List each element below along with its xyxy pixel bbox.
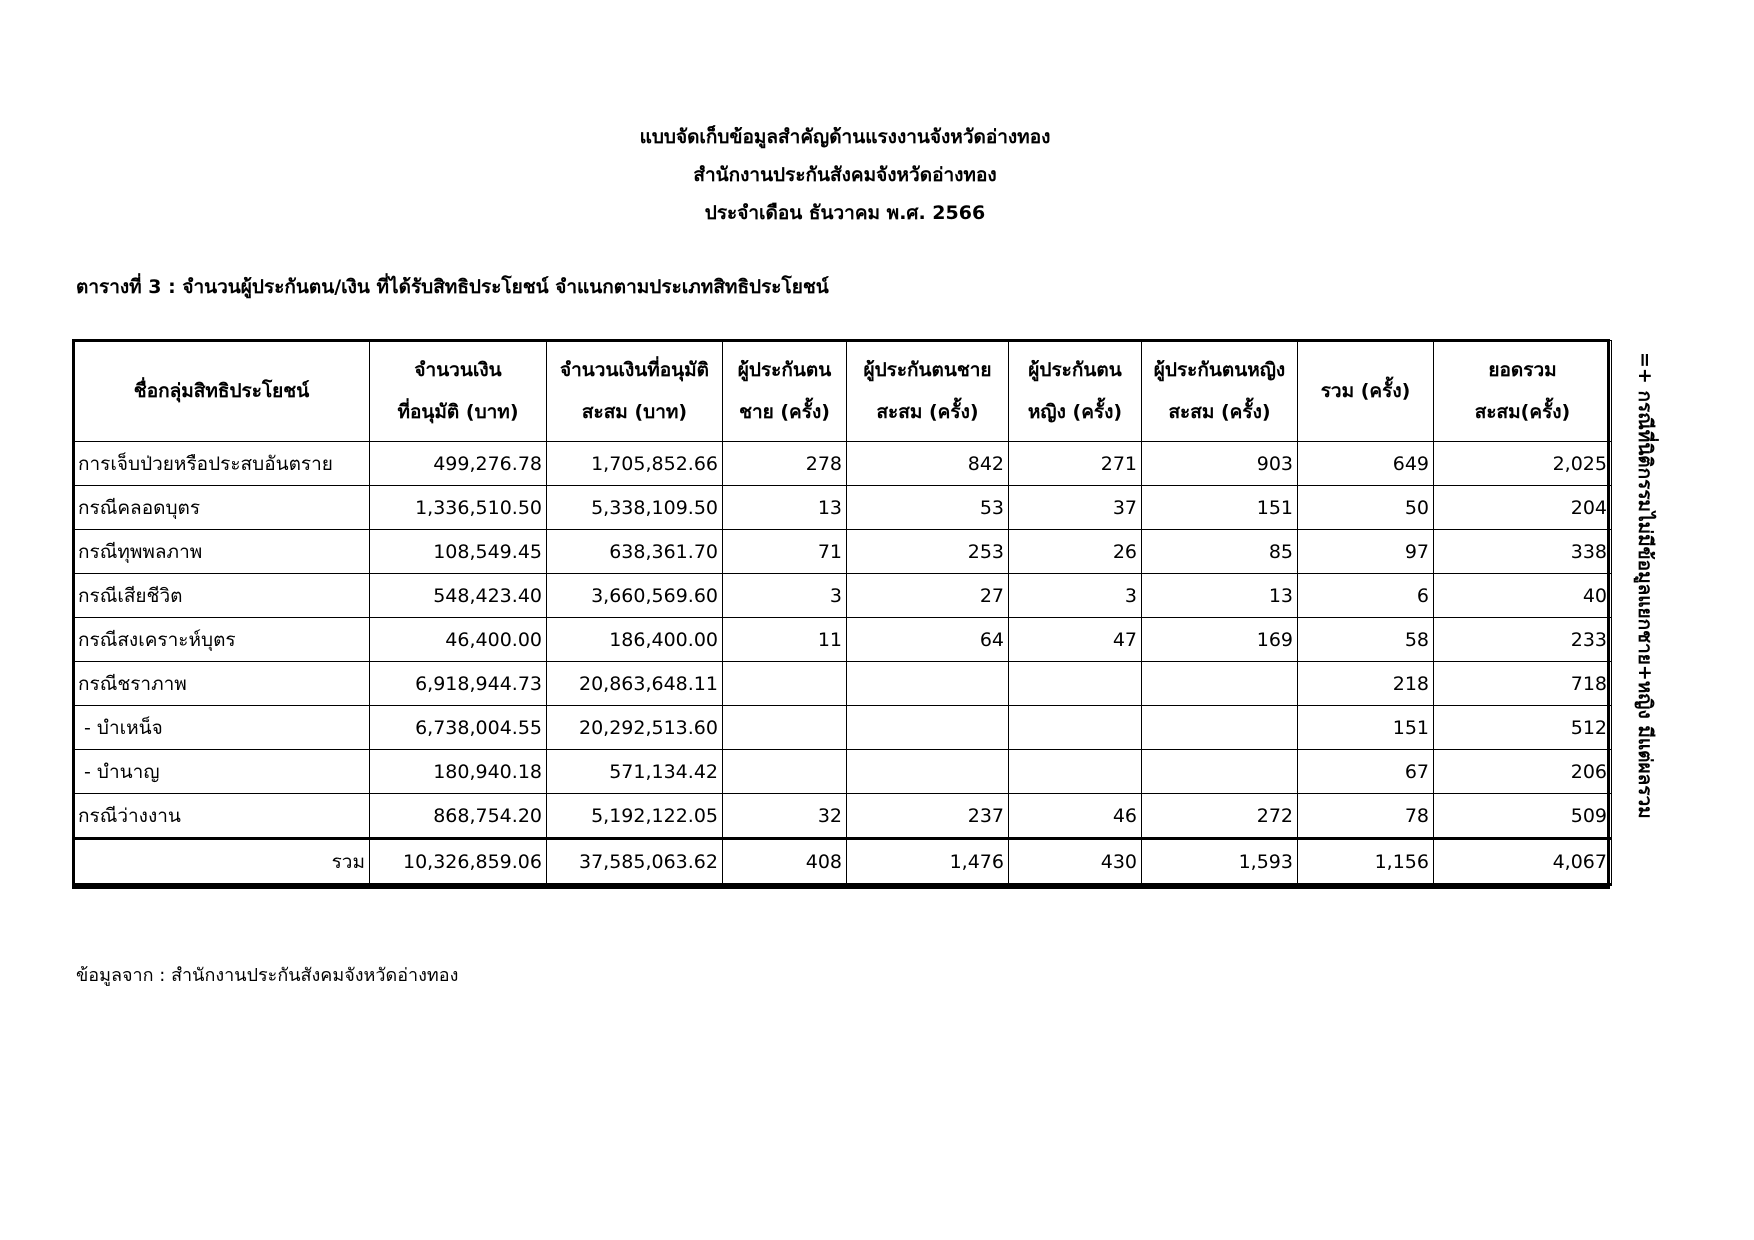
cell-amount: 180,940.18 bbox=[370, 750, 547, 794]
cell-female bbox=[1009, 662, 1142, 706]
side-note: =+ กรณีที่นิติกรรมไม่มีข้อมูลแยกชาย+หญิง มีแต่ผลรวม bbox=[1634, 352, 1656, 819]
cell-amount: 6,918,944.73 bbox=[370, 662, 547, 706]
report-period: ประจำเดือน ธันวาคม พ.ศ. 2566 bbox=[704, 202, 986, 224]
cell-amount-cumulative: 571,134.42 bbox=[547, 750, 723, 794]
row-label: กรณีว่างงาน bbox=[74, 794, 370, 839]
cell-total: 50 bbox=[1298, 486, 1434, 530]
cell-amount-cumulative: 1,705,852.66 bbox=[547, 442, 723, 486]
cell-male: 11 bbox=[723, 618, 847, 662]
cell-total: 67 bbox=[1298, 750, 1434, 794]
cell-grand-total: 204 bbox=[1434, 486, 1612, 530]
cell-female: 46 bbox=[1009, 794, 1142, 839]
col-total: รวม (ครั้ง) bbox=[1298, 341, 1434, 442]
cell-male-cumulative: 53 bbox=[847, 486, 1009, 530]
col-female: ผู้ประกันตน หญิง (ครั้ง) bbox=[1009, 341, 1142, 442]
total-female: 430 bbox=[1009, 839, 1142, 885]
cell-male-cumulative bbox=[847, 750, 1009, 794]
cell-male-cumulative: 253 bbox=[847, 530, 1009, 574]
cell-female-cumulative: 13 bbox=[1142, 574, 1298, 618]
report-title: แบบจัดเก็บข้อมูลสำคัญด้านแรงงานจังหวัดอ่างทอง bbox=[639, 126, 1051, 148]
cell-grand-total: 338 bbox=[1434, 530, 1612, 574]
cell-amount: 46,400.00 bbox=[370, 618, 547, 662]
col-grand-total: ยอดรวม สะสม(ครั้ง) bbox=[1434, 341, 1612, 442]
cell-male: 32 bbox=[723, 794, 847, 839]
cell-grand-total: 509 bbox=[1434, 794, 1612, 839]
table-row bbox=[74, 574, 1612, 618]
cell-amount: 108,549.45 bbox=[370, 530, 547, 574]
cell-male-cumulative: 64 bbox=[847, 618, 1009, 662]
col-amount-cumulative: จำนวนเงินที่อนุมัติ สะสม (บาท) bbox=[547, 341, 723, 442]
cell-total: 6 bbox=[1298, 574, 1434, 618]
row-label: - บำนาญ bbox=[74, 750, 370, 794]
row-label: กรณีสงเคราะห์บุตร bbox=[74, 618, 370, 662]
cell-amount-cumulative: 20,292,513.60 bbox=[547, 706, 723, 750]
cell-male-cumulative: 27 bbox=[847, 574, 1009, 618]
table-row bbox=[74, 794, 1612, 839]
cell-female bbox=[1009, 750, 1142, 794]
col-benefit-group: ชื่อกลุ่มสิทธิประโยชน์ bbox=[74, 341, 370, 442]
col-male: ผู้ประกันตน ชาย (ครั้ง) bbox=[723, 341, 847, 442]
cell-female-cumulative: 151 bbox=[1142, 486, 1298, 530]
cell-total: 97 bbox=[1298, 530, 1434, 574]
row-label: - บำเหน็จ bbox=[74, 706, 370, 750]
table-row bbox=[74, 618, 1612, 662]
row-label: กรณีคลอดบุตร bbox=[74, 486, 370, 530]
cell-total: 58 bbox=[1298, 618, 1434, 662]
table-row bbox=[74, 486, 1612, 530]
cell-male bbox=[723, 750, 847, 794]
report-header bbox=[0, 118, 1690, 232]
cell-female-cumulative: 169 bbox=[1142, 618, 1298, 662]
table-row bbox=[74, 706, 1612, 750]
total-row bbox=[74, 839, 1612, 885]
total-amount-cumulative: 37,585,063.62 bbox=[547, 839, 723, 885]
cell-amount-cumulative: 5,338,109.50 bbox=[547, 486, 723, 530]
cell-male: 3 bbox=[723, 574, 847, 618]
cell-male bbox=[723, 706, 847, 750]
cell-grand-total: 2,025 bbox=[1434, 442, 1612, 486]
cell-total: 649 bbox=[1298, 442, 1434, 486]
table-row bbox=[74, 442, 1612, 486]
header-row bbox=[74, 341, 1612, 442]
cell-grand-total: 718 bbox=[1434, 662, 1612, 706]
cell-female-cumulative bbox=[1142, 750, 1298, 794]
total-label: รวม bbox=[74, 839, 370, 885]
total-grand: 4,067 bbox=[1434, 839, 1612, 885]
table-row bbox=[74, 750, 1612, 794]
cell-total: 151 bbox=[1298, 706, 1434, 750]
cell-female: 47 bbox=[1009, 618, 1142, 662]
cell-female-cumulative: 903 bbox=[1142, 442, 1298, 486]
col-female-cumulative: ผู้ประกันตนหญิง สะสม (ครั้ง) bbox=[1142, 341, 1298, 442]
cell-female: 26 bbox=[1009, 530, 1142, 574]
cell-grand-total: 40 bbox=[1434, 574, 1612, 618]
table-title: ตารางที่ 3 : จำนวนผู้ประกันตน/เงิน ที่ได้รับสิทธิประโยชน์ จำแนกตามประเภทสิทธิประโยชน์ bbox=[76, 276, 829, 298]
report-office: สำนักงานประกันสังคมจังหวัดอ่างทอง bbox=[693, 164, 997, 186]
cell-male: 71 bbox=[723, 530, 847, 574]
cell-amount: 499,276.78 bbox=[370, 442, 547, 486]
cell-amount: 868,754.20 bbox=[370, 794, 547, 839]
cell-male-cumulative: 237 bbox=[847, 794, 1009, 839]
data-source: ข้อมูลจาก : สำนักงานประกันสังคมจังหวัดอ่างทอง bbox=[76, 965, 459, 986]
cell-amount: 1,336,510.50 bbox=[370, 486, 547, 530]
col-amount-approved: จำนวนเงิน ที่อนุมัติ (บาท) bbox=[370, 341, 547, 442]
cell-amount-cumulative: 3,660,569.60 bbox=[547, 574, 723, 618]
cell-male-cumulative bbox=[847, 706, 1009, 750]
cell-male bbox=[723, 662, 847, 706]
cell-amount-cumulative: 186,400.00 bbox=[547, 618, 723, 662]
cell-female-cumulative: 85 bbox=[1142, 530, 1298, 574]
total-male: 408 bbox=[723, 839, 847, 885]
table-row bbox=[74, 662, 1612, 706]
cell-female: 37 bbox=[1009, 486, 1142, 530]
cell-female-cumulative bbox=[1142, 706, 1298, 750]
cell-female-cumulative: 272 bbox=[1142, 794, 1298, 839]
cell-male-cumulative: 842 bbox=[847, 442, 1009, 486]
cell-grand-total: 233 bbox=[1434, 618, 1612, 662]
cell-amount-cumulative: 20,863,648.11 bbox=[547, 662, 723, 706]
cell-grand-total: 512 bbox=[1434, 706, 1612, 750]
cell-amount: 6,738,004.55 bbox=[370, 706, 547, 750]
table-row bbox=[74, 530, 1612, 574]
cell-amount-cumulative: 5,192,122.05 bbox=[547, 794, 723, 839]
cell-male: 13 bbox=[723, 486, 847, 530]
row-label: กรณีเสียชีวิต bbox=[74, 574, 370, 618]
cell-male: 278 bbox=[723, 442, 847, 486]
total-amount: 10,326,859.06 bbox=[370, 839, 547, 885]
cell-total: 218 bbox=[1298, 662, 1434, 706]
cell-male-cumulative bbox=[847, 662, 1009, 706]
row-label: การเจ็บป่วยหรือประสบอันตราย bbox=[74, 442, 370, 486]
total-count: 1,156 bbox=[1298, 839, 1434, 885]
benefits-table bbox=[73, 340, 1612, 886]
cell-grand-total: 206 bbox=[1434, 750, 1612, 794]
cell-female: 271 bbox=[1009, 442, 1142, 486]
cell-female-cumulative bbox=[1142, 662, 1298, 706]
cell-female: 3 bbox=[1009, 574, 1142, 618]
col-male-cumulative: ผู้ประกันตนชาย สะสม (ครั้ง) bbox=[847, 341, 1009, 442]
cell-amount-cumulative: 638,361.70 bbox=[547, 530, 723, 574]
row-label: กรณีชราภาพ bbox=[74, 662, 370, 706]
total-male-cumulative: 1,476 bbox=[847, 839, 1009, 885]
cell-total: 78 bbox=[1298, 794, 1434, 839]
cell-female bbox=[1009, 706, 1142, 750]
row-label: กรณีทุพพลภาพ bbox=[74, 530, 370, 574]
cell-amount: 548,423.40 bbox=[370, 574, 547, 618]
total-female-cumulative: 1,593 bbox=[1142, 839, 1298, 885]
